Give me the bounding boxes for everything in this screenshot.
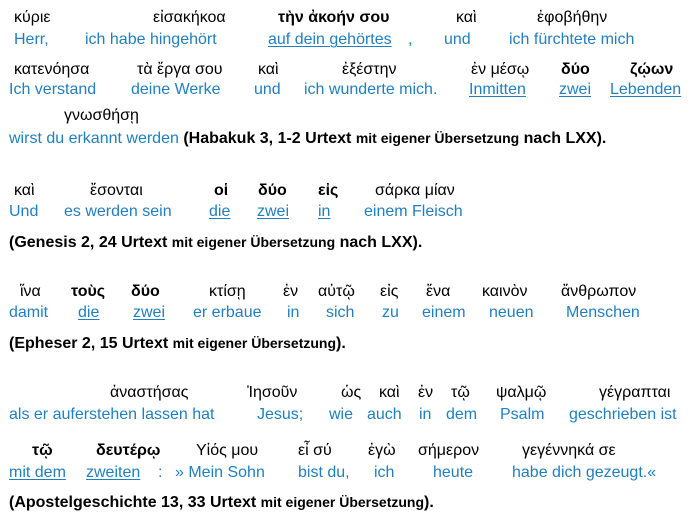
reference-tail: ). bbox=[336, 335, 346, 352]
greek-word: γνωσθήσῃ bbox=[64, 107, 139, 124]
greek-word: ἵνα bbox=[20, 283, 41, 300]
german-word: wie bbox=[329, 406, 354, 423]
german-word: Ich verstand bbox=[9, 81, 97, 98]
greek-word: εἰσακήκοα bbox=[153, 9, 226, 26]
greek-word-bold: ζῴων bbox=[630, 61, 674, 78]
greek-word-bold: τὴν ἀκοήν σου bbox=[278, 9, 390, 26]
reference-note: mit eigener Übersetzung bbox=[260, 494, 425, 510]
german-word: zu bbox=[382, 304, 399, 321]
reference-note: mit eigener Übersetzung bbox=[172, 335, 337, 351]
greek-word-bold: τοὺς bbox=[71, 283, 106, 300]
greek-word: ψαλμῷ bbox=[496, 384, 547, 401]
german-word: in bbox=[287, 304, 300, 321]
source-reference bbox=[9, 493, 434, 512]
german-word: geschrieben ist bbox=[569, 406, 677, 423]
german-word-underlined: die bbox=[209, 203, 231, 220]
german-word-underlined: in bbox=[318, 203, 331, 220]
german-word: deine Werke bbox=[131, 81, 221, 98]
german-word: habe dich gezeugt.« bbox=[512, 464, 657, 481]
source-reference bbox=[9, 233, 422, 252]
german-line-with-reference bbox=[9, 129, 606, 148]
greek-word: καὶ bbox=[379, 384, 400, 401]
greek-word: ἐξέστην bbox=[342, 61, 397, 78]
german-word: , bbox=[408, 31, 413, 48]
german-word: ich wunderte mich. bbox=[304, 81, 438, 98]
german-word: neuen bbox=[489, 304, 534, 321]
reference-tail: nach LXX). bbox=[523, 130, 607, 147]
greek-word-bold: δύο bbox=[561, 61, 590, 78]
german-word: auch bbox=[367, 406, 402, 423]
greek-word: ἀναστήσας bbox=[110, 384, 189, 401]
german-word-underlined: die bbox=[78, 304, 100, 321]
greek-word-bold: εἰς bbox=[318, 182, 339, 199]
greek-word: ἐγὼ bbox=[368, 442, 396, 459]
german-word: sich bbox=[326, 304, 355, 321]
greek-word: κατενόησα bbox=[14, 61, 90, 78]
german-word-underlined: zweiten bbox=[86, 464, 141, 481]
greek-word: σάρκα μίαν bbox=[375, 182, 455, 199]
german-word-underlined: mit dem bbox=[9, 464, 66, 481]
greek-word-bold: δευτέρῳ bbox=[96, 442, 161, 459]
german-word: Menschen bbox=[566, 304, 640, 321]
reference-tail: nach LXX). bbox=[339, 234, 423, 251]
german-word: damit bbox=[9, 304, 49, 321]
greek-word: Υἱός μου bbox=[196, 442, 259, 459]
greek-word: ἐφοβήθην bbox=[537, 9, 608, 26]
german-word: einem bbox=[422, 304, 466, 321]
german-word-underlined: zwei bbox=[559, 81, 592, 98]
source-reference bbox=[183, 130, 606, 147]
german-word: dem bbox=[446, 406, 478, 423]
german-word: Jesus; bbox=[257, 406, 304, 423]
greek-word: τὰ ἔργα σου bbox=[137, 61, 223, 78]
german-word: Psalm bbox=[500, 406, 545, 423]
reference-main: (Genesis 2, 24 Urtext bbox=[9, 234, 168, 251]
greek-word: καὶ bbox=[258, 61, 279, 78]
greek-word-bold: δύο bbox=[258, 182, 287, 199]
reference-main: (Apostelgeschichte 13, 33 Urtext bbox=[9, 494, 257, 511]
german-word: ich habe hingehört bbox=[85, 31, 217, 48]
greek-word: καινὸν bbox=[482, 283, 528, 300]
greek-word: γέγραπται bbox=[599, 384, 671, 401]
reference-main: (Epheser 2, 15 Urtext bbox=[9, 335, 169, 352]
greek-word: αὐτῷ bbox=[318, 283, 355, 300]
german-word: » Mein Sohn bbox=[175, 464, 265, 481]
greek-word: ἐν bbox=[283, 283, 299, 300]
german-word: einem Fleisch bbox=[364, 203, 463, 220]
german-word: er erbaue bbox=[193, 304, 262, 321]
greek-word: ἔσονται bbox=[90, 182, 143, 199]
greek-word: ὡς bbox=[341, 384, 362, 401]
reference-note: mit eigener Übersetzung bbox=[355, 130, 520, 146]
german-word: es werden sein bbox=[64, 203, 172, 220]
german-word-underlined: Lebenden bbox=[610, 81, 682, 98]
reference-note: mit eigener Übersetzung bbox=[171, 234, 336, 250]
german-word-underlined: zwei bbox=[133, 304, 166, 321]
greek-word-bold: οἱ bbox=[214, 182, 229, 199]
reference-tail: ). bbox=[424, 494, 434, 511]
german-word: heute bbox=[433, 464, 474, 481]
german-word: ich bbox=[374, 464, 395, 481]
source-reference bbox=[9, 334, 346, 353]
greek-word-bold: τῷ bbox=[32, 442, 53, 459]
german-word-underlined: zwei bbox=[257, 203, 290, 220]
greek-word: κτίσῃ bbox=[209, 283, 246, 300]
greek-word: ἄνθρωπον bbox=[561, 283, 637, 300]
greek-word: γεγέννηκά σε bbox=[522, 442, 616, 459]
greek-word: σήμερον bbox=[418, 442, 480, 459]
greek-word: κύριε bbox=[14, 9, 51, 26]
german-word: bist du, bbox=[298, 464, 350, 481]
greek-word: καὶ bbox=[456, 9, 477, 26]
german-word: : bbox=[158, 464, 163, 481]
german-word-underlined: auf dein gehörtes bbox=[268, 31, 392, 48]
greek-word: εἶ σύ bbox=[298, 442, 332, 459]
german-word-underlined: Inmitten bbox=[469, 81, 526, 98]
german-word: wirst du erkannt werden bbox=[9, 130, 179, 147]
german-word: Und bbox=[9, 203, 39, 220]
greek-word: Ἰησοῦν bbox=[247, 384, 298, 401]
greek-word: καὶ bbox=[14, 182, 35, 199]
german-word: und bbox=[444, 31, 471, 48]
greek-word-bold: δύο bbox=[131, 283, 160, 300]
german-word: Herr, bbox=[14, 31, 49, 48]
greek-word: εἰς bbox=[380, 283, 399, 300]
greek-word: ἐν bbox=[418, 384, 434, 401]
german-word: als er auferstehen lassen hat bbox=[9, 406, 215, 423]
reference-main: (Habakuk 3, 1-2 Urtext bbox=[183, 130, 352, 147]
greek-word: τῷ bbox=[451, 384, 470, 401]
german-word: und bbox=[254, 81, 281, 98]
german-word: ich fürchtete mich bbox=[509, 31, 635, 48]
greek-word: ἕνα bbox=[426, 283, 451, 300]
german-word: in bbox=[419, 406, 432, 423]
greek-word: ἐν μέσῳ bbox=[471, 61, 530, 78]
